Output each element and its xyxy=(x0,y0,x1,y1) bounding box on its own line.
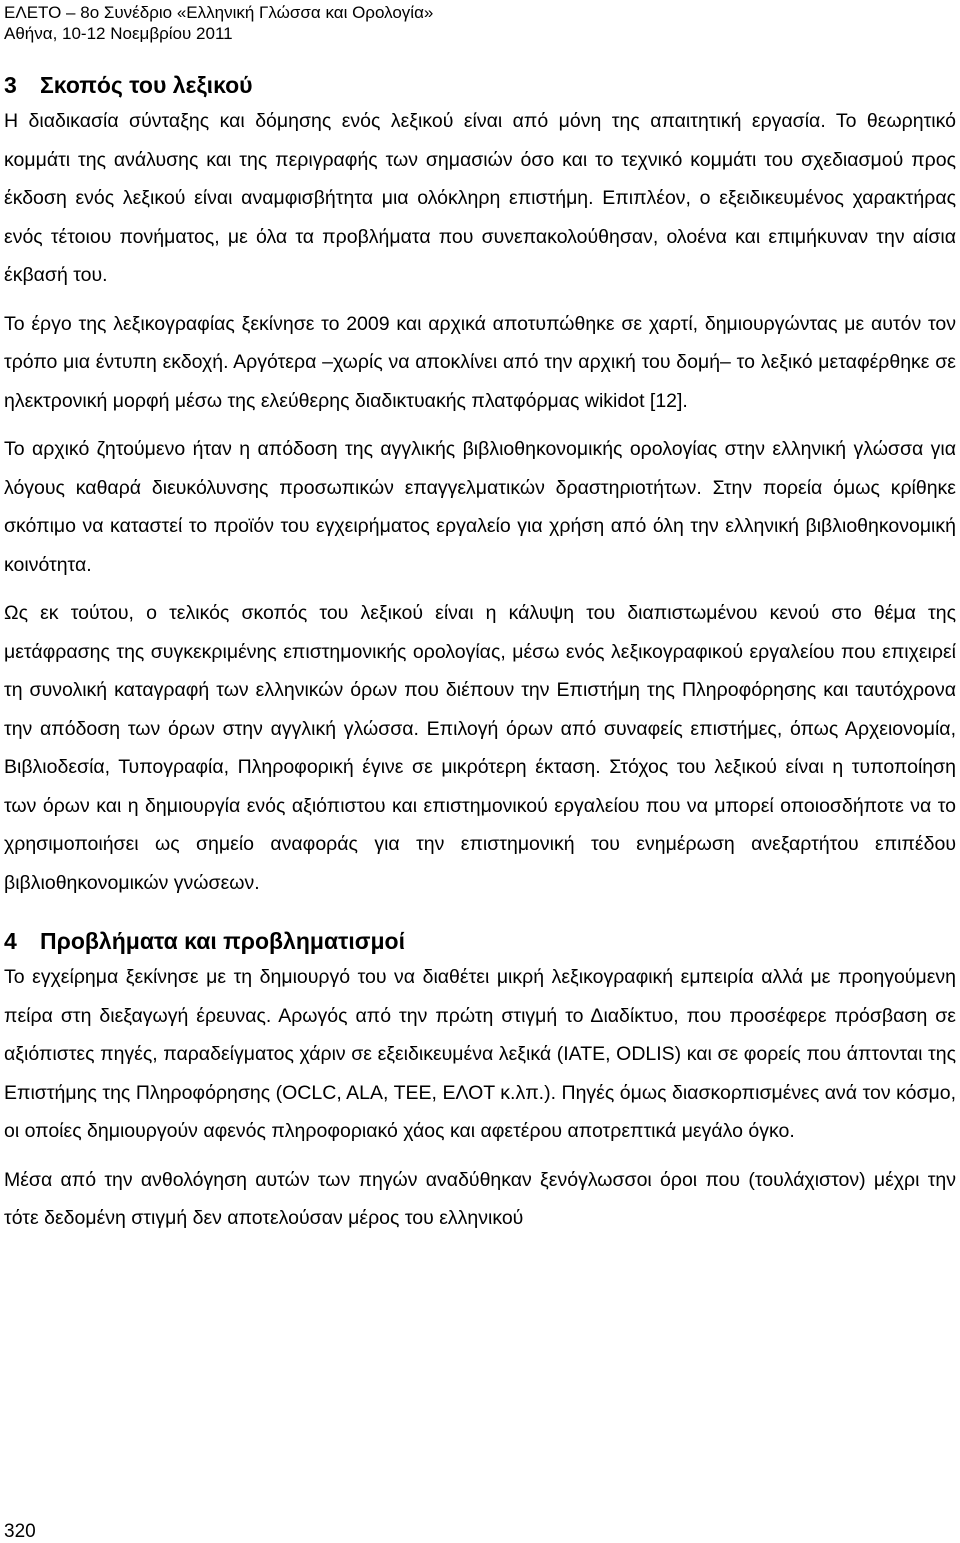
section-4-paragraph-1: Το εγχείρημα ξεκίνησε με τη δημιουργό του να διαθέτει μικρή λεξικογραφική εμπειρία αλλά με προηγούμενη πείρα στη διεξαγωγή έρευνας. Αρωγός από την πρώτη στιγμή το Διαδίκτυο, που προσέφερε πρόσβαση σε αξιόπιστες πηγές, παραδείγματος χάριν σε εξειδικευμένα λεξικά (IATE, ODLIS) και σε φορείς που άπτονται της Επιστήμης της Πληροφόρησης (OCLC, ALA, TEE, ΕΛΟΤ κ.λπ.). Πηγές όμως διασκορπισμένες ανά τον κόσμο, οι οποίες δημιουργούν αφενός πληροφοριακό χάος και αφετέρου αποτρεπτικά μεγάλο όγκο. xyxy=(4,966,956,1142)
section-3-heading xyxy=(4,68,956,102)
section-4-paragraph-2: Μέσα από την ανθολόγηση αυτών των πηγών αναδύθηκαν ξενόγλωσσοι όροι που (τουλάχιστον) μέχρι την τότε δεδομένη στιγμή δεν αποτελούσαν μέρος του ελληνικού xyxy=(4,1168,956,1229)
page-number: 320 xyxy=(4,1521,36,1542)
section-3-title: Σκοπός του λεξικού xyxy=(40,72,253,98)
section-3-paragraph-1: Η διαδικασία σύνταξης και δόμησης ενός λεξικού είναι από μόνη της απαιτητική εργασία. Το θεωρητικό κομμάτι της ανάλυσης και της περιγραφής των σημασιών όσο και το τεχνικό κομμάτι του σχεδιασμού προς έκδοση ενός λεξικού είναι αναμφισβήτητα μια ολόκληρη επιστήμη. Επιπλέον, ο εξειδικευμένος χαρακτήρας ενός τέτοιου πονήματος, με όλα τα προβλήματα που συνεπακολούθησαν, ολοένα και επιμήκυναν την αίσια έκβασή του. xyxy=(4,110,956,286)
section-3-paragraph-2: Το έργο της λεξικογραφίας ξεκίνησε το 2009 και αρχικά αποτυπώθηκε σε χαρτί, δημιουργώντας με αυτόν τον τρόπο μια έντυπη εκδοχή. Αργότερα –χωρίς να αποκλίνει από την αρχική του δομή– το λεξικό μεταφέρθηκε σε ηλεκτρονική μορφή μέσω της ελεύθερης διαδικτυακής πλατφόρμας wikidot [12]. xyxy=(4,312,956,412)
header-conference-title: ΕΛΕΤΟ – 8ο Συνέδριο «Ελληνική Γλώσσα και Ορολογία» xyxy=(4,3,434,22)
section-4-title: Προβλήματα και προβληματισμοί xyxy=(40,928,405,954)
section-3-paragraph-4: Ως εκ τούτου, ο τελικός σκοπός του λεξικού είναι η κάλυψη του διαπιστωμένου κενού στο θέμα της μετάφρασης της συγκεκριμένης επιστημονικής ορολογίας, μέσω ενός λεξικογραφικού εργαλείου που επιχειρεί τη συνολική καταγραφή των ελληνικών όρων που διέπουν την Επιστήμη της Πληροφόρησης και ταυτόχρονα την απόδοση των όρων στην αγγλική γλώσσα. Επιλογή όρων από συναφείς επιστήμες, όπως Αρχειονομία, Βιβλιοδεσία, Τυπογραφία, Πληροφορική έγινε σε μικρότερη έκταση. Στόχος του λεξικού είναι η τυποποίηση των όρων και η δημιουργία ενός αξιόπιστου και επιστημονικού εργαλείου που να μπορεί οποιοσδήποτε να το χρησιμοποιήσει ως σημείο αναφοράς για την επιστημονική του ενημέρωση ανεξαρτήτου επιπέδου βιβλιοθηκονομικών γνώσεων. xyxy=(4,602,956,894)
section-4-number: 4 xyxy=(4,928,17,954)
main-content xyxy=(4,68,956,1238)
section-3-paragraph-3: Το αρχικό ζητούμενο ήταν η απόδοση της αγγλικής βιβλιοθηκονομικής ορολογίας στην ελληνική γλώσσα για λόγους καθαρά διευκόλυνσης προσωπικών επαγγελματικών δραστηριοτήτων. Στην πορεία όμως κρίθηκε σκόπιμο να καταστεί το προϊόν του εγχειρήματος εργαλείο για χρήση από όλη την ελληνική βιβλιοθηκονομική κοινότητα. xyxy=(4,438,956,576)
running-header xyxy=(4,2,433,44)
section-3-number: 3 xyxy=(4,72,17,98)
section-4-heading xyxy=(4,924,956,958)
header-date-location: Αθήνα, 10-12 Νοεμβρίου 2011 xyxy=(4,24,233,43)
